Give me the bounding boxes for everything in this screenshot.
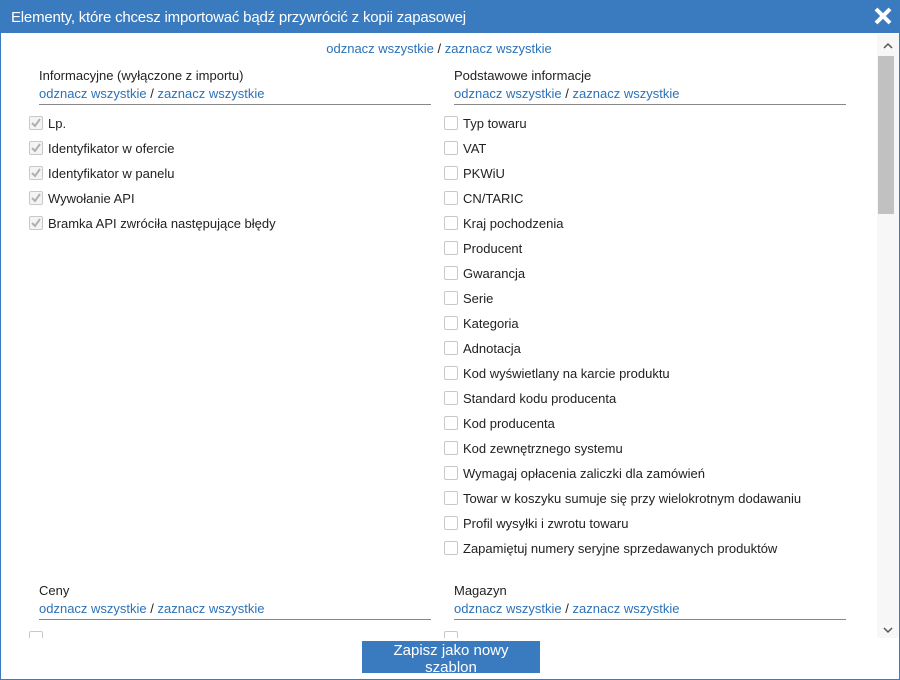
link-separator: / [565,601,569,616]
save-as-template-button[interactable]: Zapisz jako nowy szablon [362,641,540,673]
list-item [454,266,846,291]
checkbox-checked[interactable] [29,141,43,155]
section-divider [39,104,431,105]
checkbox[interactable] [444,316,458,330]
checkbox-label: Wywołanie API [48,191,135,206]
checkbox[interactable] [444,491,458,505]
section-divider [39,619,431,620]
uncheck-all-link[interactable]: odznacz wszystkie [454,86,562,101]
section-select-links [39,601,431,619]
check-all-link[interactable]: zaznacz wszystkie [572,86,680,101]
checkbox-label: Lp. [48,116,67,131]
checkbox-label: PKWiU [463,166,505,181]
checkbox[interactable] [444,416,458,430]
scrollbar-thumb[interactable] [878,56,894,214]
check-all-link[interactable]: zaznacz wszystkie [157,86,265,101]
dialog-footer [1,638,899,679]
section-title: Magazyn [454,583,507,598]
section-title: Informacyjne (wyłączone z importu) [39,68,244,83]
list-item [39,141,431,166]
checkbox-label: Producent [463,241,523,256]
section-select-links [454,601,846,619]
section-divider [454,619,846,620]
list-item [454,241,846,266]
checkbox[interactable] [444,631,458,638]
list-item [454,631,846,638]
checkbox-checked[interactable] [29,166,43,180]
checkbox-label: Profil wysyłki i zwrotu towaru [463,516,629,531]
checkbox[interactable] [444,391,458,405]
checkbox-list [39,116,431,241]
list-item [454,541,846,566]
list-item [454,191,846,216]
list-item [39,166,431,191]
list-item [454,441,846,466]
section-title: Podstawowe informacje [454,68,592,83]
checkbox[interactable] [444,291,458,305]
vertical-scrollbar[interactable] [877,34,899,638]
checkbox-label: Typ towaru [463,116,527,131]
section-divider [454,104,846,105]
list-item [454,291,846,316]
checkbox[interactable] [444,166,458,180]
link-separator: / [437,41,442,56]
checkmark-icon [31,168,41,178]
checkmark-icon [31,193,41,203]
global-select-links [1,41,877,56]
list-item [39,216,431,241]
global-uncheck-all-link[interactable]: odznacz wszystkie [326,41,434,56]
checkbox[interactable] [444,141,458,155]
checkbox-label: Zapamiętuj numery seryjne sprzedawanych produktów [463,541,778,556]
dialog-title: Elementy, które chcesz importować bądź przywrócić z kopii zapasowej [11,9,466,26]
checkbox-label: Wymagaj opłacenia zaliczki dla zamówień [463,466,705,481]
list-item [39,631,431,638]
checkbox-label: Identyfikator w ofercie [48,141,175,156]
checkmark-icon [31,143,41,153]
list-item [454,416,846,441]
checkbox[interactable] [444,241,458,255]
link-separator: / [150,601,154,616]
list-item [454,366,846,391]
checkbox-label: Kod zewnętrznego systemu [463,441,623,456]
checkbox-label: Towar w koszyku sumuje się przy wielokrotnym dodawaniu [463,491,802,506]
checkbox-label: Identyfikator w panelu [48,166,175,181]
list-item [454,391,846,416]
checkbox[interactable] [444,516,458,530]
checkbox-label: Kategoria [463,316,519,331]
checkbox-list [454,116,846,566]
checkbox[interactable] [29,631,43,638]
list-item [454,516,846,541]
section-select-links [39,86,431,104]
checkbox-list [39,631,431,638]
close-icon[interactable] [871,4,895,28]
checkbox[interactable] [444,266,458,280]
uncheck-all-link[interactable]: odznacz wszystkie [454,601,562,616]
checkbox-label: Kod wyświetlany na karcie produktu [463,366,670,381]
checkbox[interactable] [444,366,458,380]
dialog-content [1,34,877,638]
checkbox-checked[interactable] [29,191,43,205]
checkbox[interactable] [444,116,458,130]
uncheck-all-link[interactable]: odznacz wszystkie [39,86,147,101]
checkbox[interactable] [444,441,458,455]
checkbox-label: Gwarancja [463,266,526,281]
checkbox-checked[interactable] [29,216,43,230]
list-item [454,466,846,491]
checkbox-label: Serie [463,291,494,306]
checkmark-icon [31,118,41,128]
checkbox-label: Standard kodu producenta [463,391,617,406]
checkbox[interactable] [444,541,458,555]
checkbox[interactable] [444,191,458,205]
checkbox-checked[interactable] [29,116,43,130]
checkbox-label: Adnotacja [463,341,521,356]
link-separator: / [150,86,154,101]
list-item [454,491,846,516]
list-item [454,116,846,141]
checkbox[interactable] [444,466,458,480]
list-item [454,316,846,341]
dialog-titlebar [1,1,899,33]
section-select-links [454,86,846,104]
link-separator: / [565,86,569,101]
chevron-up-icon[interactable] [881,39,895,53]
list-item [39,191,431,216]
section-title: Ceny [39,583,70,598]
section-magazyn [454,583,846,638]
list-item [454,166,846,191]
checkbox[interactable] [444,216,458,230]
list-item [454,141,846,166]
checkbox-label: CN/TARIC [463,191,524,206]
check-all-link[interactable]: zaznacz wszystkie [157,601,265,616]
global-check-all-link[interactable]: zaznacz wszystkie [444,41,552,56]
chevron-down-icon[interactable] [881,623,895,637]
checkbox-label: VAT [463,141,487,156]
uncheck-all-link[interactable]: odznacz wszystkie [39,601,147,616]
list-item [39,116,431,141]
section-podstawowe [454,68,846,566]
checkmark-icon [31,218,41,228]
section-ceny [39,583,431,638]
check-all-link[interactable]: zaznacz wszystkie [572,601,680,616]
checkbox-label: Kraj pochodzenia [463,216,564,231]
list-item [454,216,846,241]
checkbox[interactable] [444,341,458,355]
checkbox-list [454,631,846,638]
checkbox-label: Kod producenta [463,416,555,431]
list-item [454,341,846,366]
section-informacyjne [39,68,431,241]
checkbox-label: Bramka API zwróciła następujące błędy [48,216,276,231]
